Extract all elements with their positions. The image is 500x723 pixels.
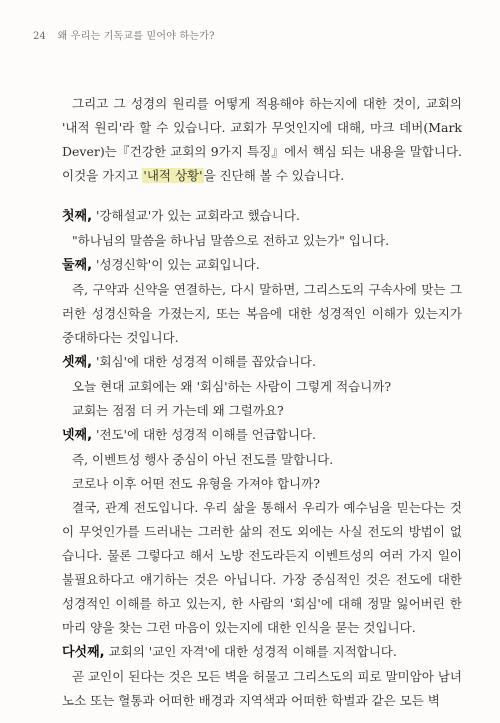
running-header — [33, 27, 215, 42]
keyword-first: 첫째, — [62, 209, 93, 224]
keyword-fourth: 넷째, — [62, 428, 93, 443]
paragraph: "하나님의 말씀을 하나님 말씀으로 전하고 있는가" 입니다. — [72, 233, 390, 248]
keyword-third: 셋째, — [62, 355, 93, 370]
keyword-second: 둘째, — [62, 258, 93, 273]
paragraph: 코로나 이후 어떤 전도 유형을 가져야 합니까? — [72, 476, 320, 491]
item-fifth: 다섯째, 교회의 '교인 자격'에 대한 성경적 이해를 지적합니다. — [62, 644, 397, 660]
paragraph: 곧 교인이 된다는 것은 모든 벽을 허물고 그리스도의 피로 말미암아 남녀노소 또는 혈통과 어떠한 배경과 지역색과 어떠한 학벌과 같은 모든 벽 — [62, 669, 462, 708]
running-title: 왜 우리는 기독교를 믿어야 하는가? — [57, 31, 215, 42]
paragraph: 오늘 현대 교회에는 왜 '회심'하는 사람이 그렇게 적습니까? — [72, 379, 392, 394]
item-third: 셋째, '회심'에 대한 성경적 이해를 꼽았습니다. — [62, 354, 316, 370]
highlighted-phrase: '내적 상황' — [143, 168, 203, 183]
paragraph: 즉, 이벤트성 행사 중심이 아닌 전도를 말합니다. — [72, 452, 334, 467]
item-second: 둘째, '성경신학'이 있는 교회입니다. — [62, 257, 260, 273]
intro-paragraph: 그리고 그 성경의 원리를 어떻게 적용해야 하는지에 대한 것이, 교회의 '내적 원리'라 할 수 있습니다. 교회가 무엇인지에 대해, 마크 데버(Mark Dever)는『건강한 교회의 9가지 특징』에서 핵심 되는 내용을 말합니다. 이것을 가지고 '내적 상황'을 진단해 볼 수 있습니다. — [62, 96, 462, 183]
page-number: 24 — [33, 31, 47, 42]
keyword-fifth: 다섯째, — [62, 645, 105, 660]
item-first: 첫째, '강해설교'가 있는 교회라고 했습니다. — [62, 208, 300, 224]
paragraph: 즉, 구약과 신약을 연결하는, 다시 말하면, 그리스도의 구속사에 맞는 그러한 성경신학을 가졌는지, 또는 복음에 대한 성경적인 이해가 있는지가 중대하다는 것입니다. — [62, 282, 462, 345]
paragraph: 결국, 관계 전도입니다. 우리 삶을 통해서 우리가 예수님을 믿는다는 것이 무엇인가를 드러내는 그러한 삶의 전도 외에는 사실 전도의 방법이 없습니다. 물론 그렇다고 해서 노방 전도라든지 이벤트성의 여러 가지 일이 불필요하다고 얘기하는 것은 아닙니다. 가장 중심적인 것은 전도에 대한 성경적인 이해를 하고 있는지, 한 사람의 '회심'에 대해 정말 잃어버린 한 마리 양을 찾는 그런 마음이 있는지에 대한 인식을 묻는 것입니다. — [62, 500, 462, 635]
body-text — [62, 92, 462, 713]
paragraph: 교회는 점점 더 커 가는데 왜 그럴까요? — [72, 403, 284, 418]
item-fourth: 넷째, '전도'에 대한 성경적 이해를 언급합니다. — [62, 427, 316, 443]
